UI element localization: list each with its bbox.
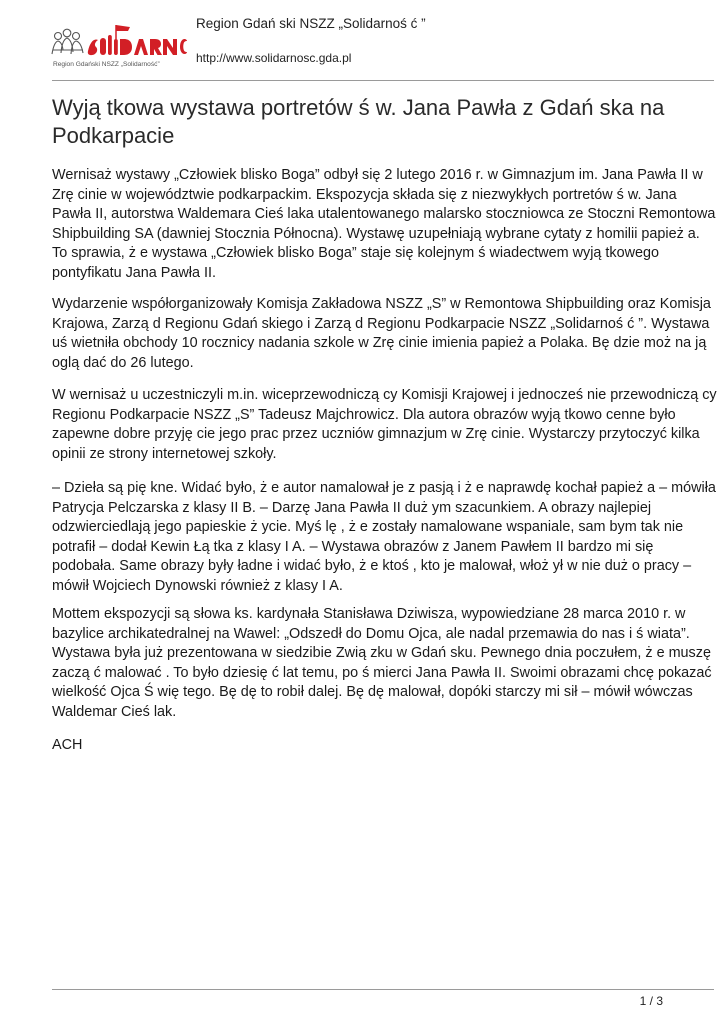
article-paragraph: Wydarzenie współorganizowały Komisja Zakładowa NSZZ „S” w Remontowa Shipbuilding oraz Komisja Krajowa, Zarzą d Regionu Gdań skiego i Zarzą d Regionu Podkarpacie NSZZ „Solidarnoś ć ”. Wystawa uś wietniła obchody 10 rocznicy nadania szkole w Zrę cinie imienia papież a Polaka. Bę dzie moż na ją oglą dać do 26 lutego. (52, 296, 711, 371)
article-paragraph: – Dzieła są pię kne. Widać było, ż e autor namalował je z pasją i ż e naprawdę kochał papież a – mówiła Patrycja Pelczarska z klasy II B. – Darzę Jana Pawła II duż ym szacunkiem. A obrazy najlepiej odzwierciedlają jego papieskie ż ycie. Myś lę , ż e zostały namalowane wspaniale, sam bym tak nie potrafił – dodał Kewin Łą tka z klasy I A. – Wystawa obrazów z Janem Pawłem II bardzo mi się podobała. Same obrazy były ładne i widać było, ż e ktoś , kto je malował, włoż ył w nie duż o pracy – mówił Wojciech Dynowski również z klasy I A. (52, 480, 716, 594)
header-url[interactable]: http://www.solidarnosc.gda.pl (196, 51, 352, 65)
article-title: Wyją tkowa wystawa portretów ś w. Jana Pawła z Gdań ska na Podkarpacie (52, 95, 665, 148)
header-divider (52, 80, 714, 81)
solidarnosc-logo (50, 20, 187, 70)
article-paragraph: Mottem ekspozycji są słowa ks. kardynała Stanisława Dziwisza, wypowiedziane 28 marca 2010 r. w bazylice archikatedralnej na Wawel: „Odszedł do Domu Ojca, ale nadal przemawia do nas i ś wiata”. Wystawa była już prezentowana w siedzibie Zwią zku w Gdań sku. Pewnego dnia poczułem, ż e muszę zaczą ć malować . To było dziesię ć lat temu, po ś mierci Jana Pawła II. Swoimi obrazami chcę pokazać wielkość Ojca Ś wię tego. Bę dę to robił dalej. Bę dę malował, dopóki starczy mi sił – mówił wówczas Waldemar Cieś lak. (52, 606, 712, 720)
article-paragraph: W wernisaż u uczestniczyli m.in. wiceprzewodniczą cy Komisji Krajowej i jednocześ nie przewodniczą cy Regionu Podkarpacie NSZZ „S” Tadeusz Majchrowicz. Dla autora obrazów wyją tkowo cenne było zapewne dobre przyję cie jego prac przez uczniów gimnazjum w Zrę cinie. Wystarczy przytoczyć kilka opinii ze strony internetowej szkoły. (52, 387, 717, 462)
header-title: Region Gdań ski NSZZ „Solidarnoś ć ” (196, 16, 426, 31)
logo-subtext: Region Gdański NSZZ „Solidarność” (53, 61, 160, 68)
page-indicator: 1 / 3 (639, 994, 663, 1008)
article-paragraph: Wernisaż wystawy „Człowiek blisko Boga” odbył się 2 lutego 2016 r. w Gimnazjum im. Jana Pawła II w Zrę cinie w województwie podkarpackim. Ekspozycja składa się z niezwykłych portretów ś w. Jana Pawła II, autorstwa Waldemara Cieś laka utalentowanego malarsko stoczniowca ze Stoczni Remontowa Shipbuilding SA (dawniej Stocznia Północna). Wystawę uzupełniają wybrane cytaty z homilii papież a. To sprawia, ż e wystawa „Człowiek blisko Boga” staje się kolejnym ś wiadectwem wyją tkowego pontyfikatu Jana Pawła II. (52, 167, 716, 281)
solidarnosc-wordmark (88, 25, 187, 55)
article-signature: ACH (52, 737, 83, 753)
footer-divider (52, 989, 714, 990)
crowd-figures-icon (52, 29, 83, 54)
